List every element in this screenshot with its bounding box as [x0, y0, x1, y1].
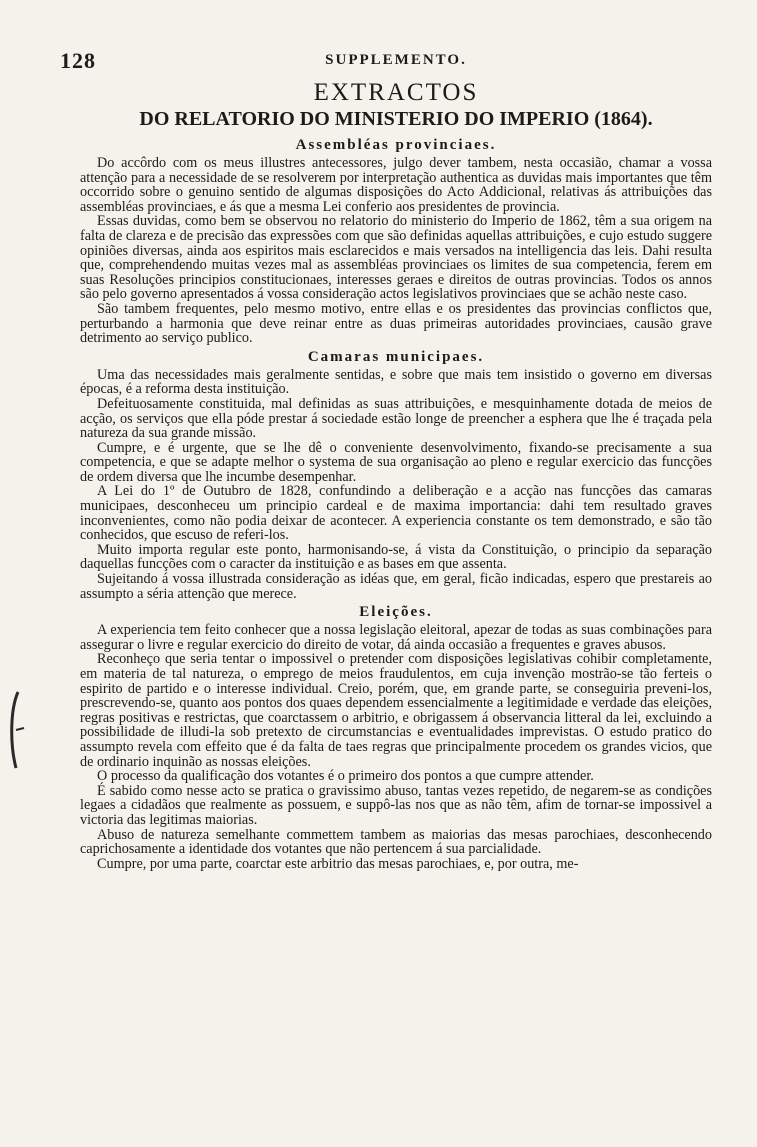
paragraph: Do accôrdo com os meus illustres antecessores, julgo dever tambem, nesta occasião, chamar a vossa attenção para a necessidade de se resolverem por interpretação authentica as duvidas mais importantes que têm occorrido sobre o genuino sentido de algumas disposições do Acto Addicional, relativas ás attribuições das assembléas provinciaes, e ás que a mesma Lei conferio aos presidentes de provincia. [80, 155, 712, 215]
margin-bracket-mark [4, 690, 26, 770]
paragraph: A experiencia tem feito conhecer que a nossa legislação eleitoral, apezar de todas as suas combinações para assegurar o livre e regular exercicio do direito de votar, dá ainda occasião a frequentes e graves abusos. [80, 622, 712, 653]
section-heading: Eleições. [359, 604, 433, 621]
section-heading: Camaras municipaes. [307, 348, 485, 365]
paragraph: Uma das necessidades mais geralmente sentidas, e sobre que mais tem insistido o governo em diversas épocas, é a reforma desta instituição. [80, 366, 712, 398]
paragraph: São tambem frequentes, pelo mesmo motivo, entre ellas e os presidentes das provincias conflictos que, perturbando a harmonia que deve reinar entre as duas primeiras autoridades provinciaes, causão grave detrimento ao serviço publico. [80, 300, 712, 347]
paragraph: Muito importa regular este ponto, harmonisando-se, á vista da Constituição, o principio da separação daquellas funcções com o caracter da instituição e as bases em que assenta. [80, 541, 712, 573]
document-title: EXTRACTOS [313, 79, 479, 106]
paragraph: Reconheço que seria tentar o impossivel o pretender com disposições legislativas cohibir completamente, em materia de tal natureza, o emprego de meios fraudulentos, em cuja invenção mostrão-se tão ferteis o espirito de partido e o interesse individual. Creio, porém, que, em grande parte, se conseguiria preveni-los, prescrevendo-se, quanto aos pontos dos quaes dependem essencialmente a legitimidade e verdade das eleições, regras positivas e restrictas, que coarctassem o arbitrio, e obrigassem á observancia litteral da lei, excluindo a possibilidade de illudi-la sob pretexto de circumstancias e eventualidades imprevistas. O estudo pratico do assumpto revela com effeito que é da falta de taes regras que principalmente procedem os grandes vicios, que de ordinario inquinão as nossas eleições. [80, 651, 712, 770]
paragraph: É sabido como nesse acto se pratica o gravissimo abuso, tantas vezes repetido, de negarem-se as condições legaes a cidadãos que realmente as possuem, e suppô-las nos que as não têm, afim de tornar-se impossivel a victoria das legitimas maiorias. [80, 782, 712, 828]
running-head [60, 48, 712, 74]
paragraph: O processo da qualificação dos votantes é o primeiro dos pontos a que cumpre attender. [97, 768, 594, 785]
section-heading: Assembléas provinciaes. [295, 137, 497, 153]
paragraph: A Lei do 1º de Outubro de 1828, confundindo a deliberação e a acção nas funcções das camaras municipaes, desconheceu um principio cardeal e de maxima importancia: dahi tem resultado graves inconvenientes, como não podia deixar de acontecer. A experiencia constante os tem demonstrado, e são tão conhecidos, que escuso de referi-los. [80, 483, 712, 544]
paragraph: Essas duvidas, como bem se observou no relatorio do ministerio do Imperio de 1862, têm a sua origem na falta de clareza e de precisão das expressões com que são definidas aquellas attribuições, e cujo estudo suggere opiniões diversas, ainda aos espiritos mais esclarecidos e mais versados na intelligencia das leis. Dahi resulta que, comprehendendo muitas vezes mal as assembléas provinciaes os limites de sua competencia, ferem em suas Resoluções principios constitucionaes, interesses geraes e direitos de outras provincias. Todos os annos são pelo governo apresentados á vossa consideração actos legislativos provinciaes que se achão neste caso. [80, 213, 712, 303]
document-page [60, 48, 712, 872]
section-assembleas [80, 136, 712, 346]
paragraph: Sujeitando á vossa illustrada consideração as idéas que, em geral, ficão indicadas, espero que prestareis ao assumpto a séria attenção que merece. [80, 571, 712, 602]
section-eleicoes [80, 603, 712, 871]
paragraph: Abuso de natureza semelhante commettem tambem as maiorias das mesas parochiaes, desconhecendo caprichosamente a identidade dos votantes que não pertencem á sua parcialidade. [80, 826, 712, 858]
paragraph: Cumpre, e é urgente, que se lhe dê o conveniente desenvolvimento, fixando-se precisamente a sua competencia, e que se adapte melhor o systema de sua organisação ao pleno e regular exercicio das funcções de ordem diversa que lhe incumbe desempenhar. [80, 439, 712, 485]
paragraph: Defeituosamente constituida, mal definidas as suas attribuições, e mesquinhamente dotada de meios de acção, os serviços que ella póde prestar á sociedade estão longe de preencher a esphera que lhe é traçada pela natureza da sua grande missão. [80, 395, 712, 442]
section-camaras [80, 348, 712, 602]
page-number: 128 [60, 48, 96, 73]
running-title: SUPPLEMENTO. [325, 52, 467, 68]
document-subtitle: DO RELATORIO DO MINISTERIO DO IMPERIO (1864). [139, 108, 653, 130]
paragraph: Cumpre, por uma parte, coarctar este arbitrio das mesas parochiaes, e, por outra, me- [97, 855, 579, 872]
